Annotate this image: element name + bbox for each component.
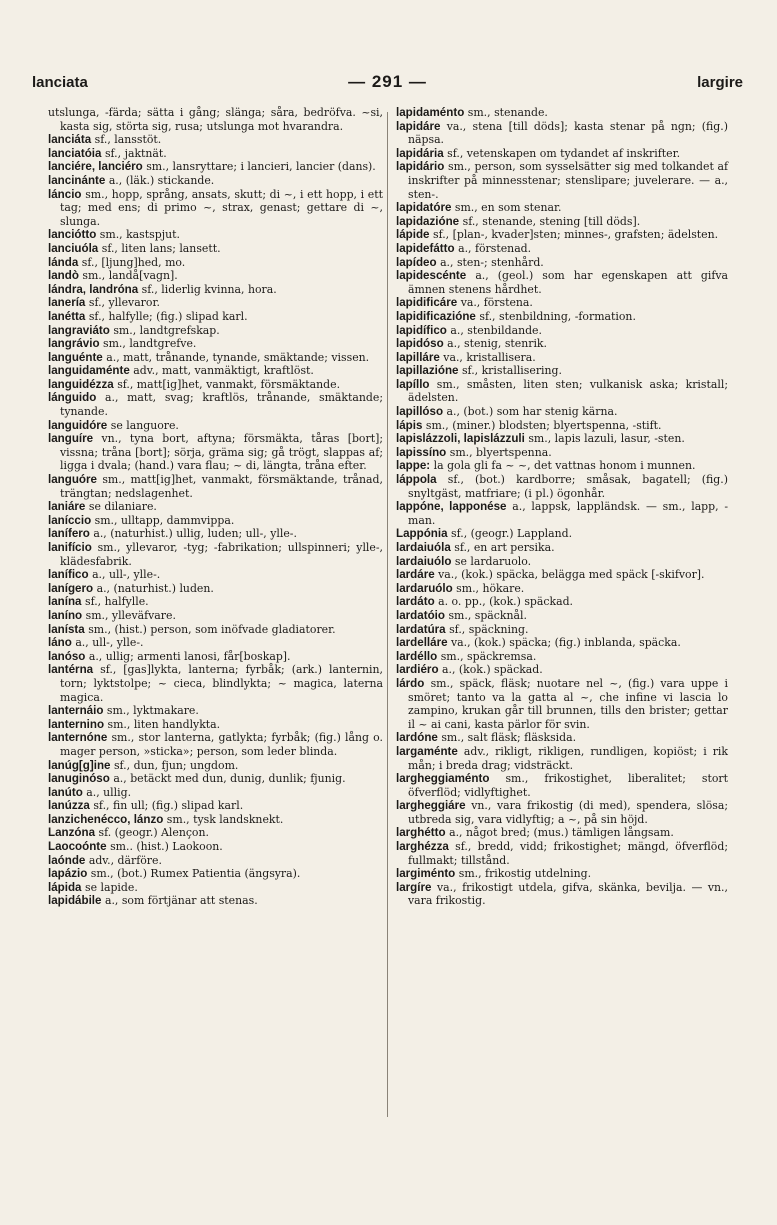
entry-definition: sm., salt fläsk; fläsksida.: [441, 731, 577, 745]
entry-definition: sm., lansryttare; i lancieri, lancier (dans).: [146, 160, 376, 174]
entry-definition: sm., ulltapp, dammvippa.: [94, 513, 235, 527]
dictionary-entry: [48, 772, 383, 786]
entry-headword: lapidária: [396, 146, 444, 160]
entry-definition: se lapide.: [84, 880, 138, 894]
entry-headword: laníno: [48, 608, 83, 622]
entry-definition: sf., bredd, vidd; frikostighet; mängd, öfverflöd; fullmakt; tillstånd.: [408, 840, 728, 867]
dictionary-entry: [396, 677, 728, 731]
dictionary-entry: [48, 718, 383, 732]
entry-definition: va., förstena.: [460, 296, 533, 310]
entry-definition: la gola gli fa ~ ~, det vattnas honom i munnen.: [433, 459, 696, 473]
entry-definition: utslunga, -färda; sätta i gång; slänga; såra, bedröfva. ~si, kasta sig, störta sig, rusa; utslunga mot hvarandra.: [48, 106, 383, 133]
entry-definition: a., stenig, stenrik.: [447, 337, 547, 351]
entry-definition: a., förstenad.: [458, 241, 532, 255]
entry-definition: sm., (bot.) Rumex Patientia (ängsyra).: [90, 867, 301, 881]
entry-definition: sf., jaktnät.: [104, 146, 167, 160]
entry-headword: lapidáre: [396, 119, 441, 133]
dictionary-entry: [396, 500, 728, 527]
dictionary-entry: [48, 663, 383, 704]
entry-headword: lardatóio: [396, 608, 445, 622]
dictionary-entry: [48, 636, 383, 650]
dictionary-entry: [48, 894, 383, 908]
entry-definition: sm., stor lanterna, gatlykta; fyrbåk; (fig.) lång o. mager person, »sticka»; person, som leder blinda.: [60, 731, 383, 758]
entry-headword: lanífico: [48, 568, 89, 582]
entry-definition: sm., tysk landsknekt.: [166, 812, 284, 826]
entry-definition: a., något bred; (mus.) tämligen långsam.: [449, 826, 674, 840]
entry-headword: láno: [48, 636, 72, 650]
dictionary-entry: [48, 188, 383, 229]
entry-definition: a., ull-, ylle-.: [75, 636, 144, 650]
entry-definition: va., (kok.) späcka; (fig.) inblanda, späcka.: [451, 636, 681, 650]
entry-headword: larghézza: [396, 840, 449, 854]
entry-headword: lárdo: [396, 676, 425, 690]
dictionary-entry: [48, 568, 383, 582]
entry-headword: laníccio: [48, 513, 92, 527]
dictionary-entry: [396, 799, 728, 826]
dictionary-entry: [396, 378, 728, 405]
entry-headword: lapillazióne: [396, 364, 459, 378]
dictionary-entry: [48, 106, 383, 133]
entry-definition: sm., lyktmakare.: [106, 704, 199, 718]
entry-headword: languíre: [48, 432, 94, 446]
dictionary-entry: [396, 106, 728, 120]
entry-headword: langrávio: [48, 337, 100, 351]
dictionary-entry: [48, 228, 383, 242]
entry-headword: lardaiuólo: [396, 554, 452, 568]
entry-definition: sm., kastspjut.: [99, 228, 180, 242]
entry-headword: lapidificazióne: [396, 309, 476, 323]
entry-definition: sf., (bot.) kardborre; småsak, bagatell; (fig.) snyltgäst, matfriare; (i pl.) ögonhår.: [408, 473, 728, 500]
entry-headword: lardiéro: [396, 663, 439, 677]
entry-definition: sf., liten lans; lansett.: [101, 241, 221, 255]
dictionary-entry: [48, 391, 383, 418]
entry-definition: sf., (geogr.) Lappland.: [451, 527, 573, 541]
entry-headword: lanúto: [48, 785, 83, 799]
entry-definition: sm., ylleväfvare.: [85, 608, 176, 622]
entry-definition: sm., späck, fläsk; nuotare nel ~, (fig.) vara uppe i smöret; tanto va la gatta al ~, che infine vi lascia lo zampino, krukan går till brunnen, tills den brister; gettar il ~ ai cani, kasta pärlor för svin.: [408, 676, 728, 731]
entry-headword: lanúg[g]ine: [48, 758, 111, 772]
entry-headword: largiménto: [396, 867, 456, 881]
entry-headword: lánguido: [48, 391, 97, 405]
dictionary-entry: [48, 595, 383, 609]
dictionary-entry: [396, 527, 728, 541]
dictionary-entry: [396, 201, 728, 215]
dictionary-entry: [48, 174, 383, 188]
entry-definition: sf., [plan-, kvader]sten; minnes-, grafsten; ädelsten.: [432, 228, 719, 242]
entry-headword: lardaruólo: [396, 581, 453, 595]
entry-definition: sf., en art persika.: [454, 541, 555, 554]
entry-definition: sm., liten handlykta.: [107, 717, 221, 731]
entry-headword: largaménte: [396, 744, 458, 758]
entry-headword: lantérna: [48, 663, 94, 677]
entry-headword: lapidazióne: [396, 214, 460, 228]
dictionary-entry: [48, 432, 383, 473]
entry-headword: lancinánte: [48, 173, 106, 187]
dictionary-entry: [396, 324, 728, 338]
dictionary-entry: [48, 840, 383, 854]
entry-headword: lapidóso: [396, 337, 444, 351]
entry-headword: laniáre: [48, 500, 86, 514]
entry-headword: lardóne: [396, 731, 438, 745]
entry-headword: lappe:: [396, 459, 431, 473]
entry-definition: a., sten-; stenhård.: [440, 255, 544, 269]
entry-headword: lanúzza: [48, 799, 90, 813]
entry-headword: larghétto: [396, 826, 446, 840]
dictionary-entry: [396, 242, 728, 256]
entry-headword: lapidescénte: [396, 269, 467, 283]
entry-headword: lanifício: [48, 541, 92, 554]
dictionary-entry: [396, 296, 728, 310]
entry-definition: sm.. (hist.) Laokoon.: [110, 840, 223, 854]
entry-definition: a., stenbildande.: [450, 323, 542, 337]
dictionary-entry: [396, 745, 728, 772]
entry-headword: lardáto: [396, 595, 435, 609]
page-number: — 291 —: [348, 72, 427, 91]
entry-headword: lapíllo: [396, 377, 430, 391]
entry-headword: largheggiáre: [396, 799, 466, 813]
entry-definition: vn., tyna bort, aftyna; försmäkta, tåras [bort]; vissna; tråna [bort]; sörja, gräma sig; gå trögt, slappas af; ligga i dvala; (hand.) vara flau; ~ di, längta, tråna efter.: [60, 432, 383, 473]
dictionary-entry: [396, 160, 728, 201]
dictionary-entry: [396, 228, 728, 242]
entry-definition: va., stena [till döds]; kasta stenar på ngn; (fig.) näpsa.: [408, 119, 728, 147]
entry-headword: lanciótto: [48, 228, 97, 242]
dictionary-entry: [48, 826, 383, 840]
dictionary-entry: [396, 419, 728, 433]
entry-headword: lanétta: [48, 309, 86, 323]
entry-definition: a., matt, svag; kraftlös, trånande, smäktande; tynande.: [60, 391, 383, 419]
dictionary-entry: [396, 623, 728, 637]
entry-definition: sf. (geogr.) Alençon.: [98, 826, 209, 840]
dictionary-entry: [396, 636, 728, 650]
entry-definition: sf., liderlig kvinna, hora.: [141, 282, 277, 296]
entry-definition: sf., kristallisering.: [461, 364, 562, 378]
dictionary-entry: [48, 582, 383, 596]
dictionary-entry: [48, 786, 383, 800]
entry-headword: lanería: [48, 296, 86, 310]
dictionary-entry: [396, 555, 728, 569]
entry-headword: lanciuóla: [48, 241, 99, 255]
entry-definition: sf., stenande, stening [till döds].: [462, 214, 641, 228]
dictionary-entry: [48, 759, 383, 773]
entry-definition: sf., stenbildning, -formation.: [479, 309, 636, 323]
entry-headword: lanóso: [48, 649, 86, 663]
dictionary-entry: [48, 364, 383, 378]
entry-definition: sm., yllevaror, -tyg; -fabrikation; ullspinneri; ylle-, klädesfabrik.: [60, 541, 383, 568]
left-column: [48, 106, 383, 908]
dictionary-entry: [396, 881, 728, 908]
entry-headword: largíre: [396, 880, 432, 894]
entry-definition: a., (kok.) späckad.: [442, 663, 543, 677]
dictionary-entry: [48, 731, 383, 758]
dictionary-entry: [48, 854, 383, 868]
entry-headword: lanuginóso: [48, 772, 110, 786]
dictionary-entry: [396, 120, 728, 147]
entry-definition: sm., person, som sysselsätter sig med tolkandet af inskrifter på minnesstenar; stenslipare; juvelerare. — a., sten-.: [408, 160, 729, 201]
entry-definition: a., ullig; armenti lanosi, får[boskap].: [88, 649, 291, 663]
entry-headword: langraviáto: [48, 323, 110, 337]
entry-headword: lardatúra: [396, 622, 446, 636]
dictionary-entry: [48, 378, 383, 392]
entry-headword: lanternáio: [48, 704, 104, 718]
entry-headword: lardéllo: [396, 649, 438, 663]
entry-definition: a., matt, trånande, tynande, smäktande; vissen.: [106, 350, 370, 364]
dictionary-entry: [396, 595, 728, 609]
entry-definition: sm., landtgrefve.: [103, 337, 197, 351]
dictionary-entry: [48, 133, 383, 147]
dictionary-entry: [48, 799, 383, 813]
entry-headword: lappóne, lapponése: [396, 500, 507, 514]
dictionary-entry: [396, 215, 728, 229]
dictionary-entry: [396, 609, 728, 623]
dictionary-entry: [48, 147, 383, 161]
entry-definition: a., (naturhist.) luden.: [96, 581, 214, 595]
entry-headword: lanína: [48, 595, 82, 609]
entry-definition: sf., yllevaror.: [88, 296, 160, 310]
dictionary-entry: [396, 310, 728, 324]
entry-headword: lapidaménto: [396, 106, 465, 119]
entry-headword: láppola: [396, 473, 437, 487]
header-first-word: lanciata: [32, 73, 88, 91]
entry-headword: languidaménte: [48, 364, 130, 378]
dictionary-entry: [396, 337, 728, 351]
dictionary-entry: [48, 514, 383, 528]
entry-headword: lardelláre: [396, 636, 448, 650]
dictionary-entry: [396, 256, 728, 270]
entry-headword: lardáre: [396, 568, 435, 582]
dictionary-entry: [396, 147, 728, 161]
entry-definition: vn., vara frikostig (di med), spendera, slösa; utbreda sig, vara vidlyftig; a ~, på sin höjd.: [408, 799, 728, 826]
entry-definition: sm., hopp, språng, ansats, skutt; di ~, i ett hopp, i ett tag; med ens; di primo ~, strax, genast; gettare di ~, slunga.: [60, 187, 384, 228]
dictionary-entry: [396, 541, 728, 555]
entry-headword: lánda: [48, 255, 79, 269]
entry-definition: sf., halfylle; (fig.) slipad karl.: [88, 309, 248, 323]
entry-headword: languóre: [48, 473, 97, 487]
dictionary-entry: [396, 650, 728, 664]
dictionary-entry: [48, 419, 383, 433]
dictionary-entry: [48, 310, 383, 324]
entry-definition: sf., [gas]lykta, lanterna; fyrbåk; (ark.) lanternin, torn; lyktstolpe; ~ cieca, blindlykta; ~ magica, laterna magica.: [60, 663, 383, 704]
entry-definition: sm., en som stenar.: [454, 201, 562, 215]
entry-headword: lanciére, lanciéro: [48, 160, 143, 174]
dictionary-entry: [48, 541, 383, 568]
entry-definition: sm., (miner.) blodsten; blyertspenna, -stift.: [425, 418, 662, 432]
entry-headword: languidézza: [48, 377, 114, 391]
entry-headword: lapázio: [48, 867, 88, 881]
dictionary-entry: [396, 772, 728, 799]
dictionary-entry: [48, 473, 383, 500]
entry-headword: lapilláre: [396, 350, 440, 364]
entry-definition: sm., landå[vagn].: [82, 269, 178, 283]
dictionary-entry: [396, 405, 728, 419]
dictionary-entry: [48, 867, 383, 881]
dictionary-entry: [48, 337, 383, 351]
dictionary-entry: [48, 500, 383, 514]
entry-headword: lanífero: [48, 527, 90, 541]
entry-definition: sm., småsten, liten sten; vulkanisk aska; kristall; ädelsten.: [408, 377, 728, 405]
entry-definition: se lardaruolo.: [454, 554, 532, 568]
entry-definition: sf., späckning.: [449, 622, 529, 636]
entry-headword: lapidefátto: [396, 241, 455, 255]
dictionary-entry: [48, 296, 383, 310]
entry-definition: sm., hökare.: [456, 581, 525, 595]
entry-headword: lardaiuóla: [396, 541, 451, 554]
dictionary-entry: [48, 527, 383, 541]
header-last-word: largire: [697, 73, 743, 91]
dictionary-entry: [396, 582, 728, 596]
dictionary-entry: [396, 364, 728, 378]
entry-headword: lapídeo: [396, 255, 437, 269]
entry-headword: lapissíno: [396, 445, 447, 459]
entry-headword: lápide: [396, 228, 430, 242]
dictionary-entry: [48, 160, 383, 174]
entry-definition: adv., rikligt, rikligen, rundligen, kopiöst; i rik mån; i breda drag; vidsträckt.: [408, 744, 728, 772]
dictionary-entry: [48, 269, 383, 283]
entry-definition: sm., landtgrefskap.: [113, 323, 220, 337]
dictionary-entry: [396, 663, 728, 677]
dictionary-entry: [48, 609, 383, 623]
entry-headword: lándra, landróna: [48, 282, 139, 296]
dictionary-entry: [48, 704, 383, 718]
entry-definition: se languore.: [110, 418, 179, 432]
entry-headword: lanciatóia: [48, 146, 102, 160]
entry-definition: va., frikostigt utdela, gifva, skänka, bevilja. — vn., vara frikostig.: [408, 880, 728, 908]
entry-headword: lapislázzoli, lapislázzuli: [396, 432, 525, 446]
dictionary-entry: [48, 813, 383, 827]
dictionary-entry: [396, 826, 728, 840]
entry-headword: lapidábile: [48, 894, 102, 908]
dictionary-entry: [396, 432, 728, 446]
entry-definition: a., (geol.) som har egenskapen att gifva ämnen stenens hårdhet.: [408, 269, 729, 296]
entry-headword: lapidatóre: [396, 201, 452, 215]
entry-headword: lanternóne: [48, 731, 108, 745]
entry-headword: lanígero: [48, 581, 94, 595]
entry-definition: sf., halfylle.: [84, 595, 149, 609]
dictionary-entry: [396, 446, 728, 460]
dictionary-entry: [396, 731, 728, 745]
entry-definition: sm., stenande.: [467, 106, 548, 119]
dictionary-entry: [48, 351, 383, 365]
dictionary-entry: [396, 867, 728, 881]
entry-definition: sf., [ljung]hed, mo.: [81, 255, 186, 269]
entry-definition: sf., dun, fjun; ungdom.: [113, 758, 239, 772]
entry-definition: sm., lapis lazuli, lasur, -sten.: [528, 432, 685, 446]
page-header: [32, 70, 743, 94]
entry-definition: a., som förtjänar att stenas.: [104, 894, 258, 908]
entry-headword: languénte: [48, 350, 103, 364]
entry-definition: sf., matt[ig]het, vanmakt, försmäktande.: [117, 377, 341, 391]
entry-definition: sm., frikostig utdelning.: [458, 867, 592, 881]
entry-headword: largheggiaménto: [396, 772, 490, 786]
entry-definition: a., ull-, ylle-.: [92, 568, 161, 582]
entry-definition: va., kristallisera.: [443, 350, 536, 364]
entry-definition: sf., lansstöt.: [94, 133, 162, 147]
dictionary-entry: [48, 256, 383, 270]
dictionary-entry: [48, 881, 383, 895]
dictionary-entry: [48, 324, 383, 338]
entry-headword: lapidário: [396, 160, 445, 174]
dictionary-entry: [396, 459, 728, 473]
entry-headword: lanzichenécco, lánzo: [48, 812, 164, 826]
entry-definition: sm., matt[ig]het, vanmakt, försmäktande, trånad, trängtan; nedslagenhet.: [60, 473, 383, 500]
column-divider: [387, 112, 388, 1117]
dictionary-entry: [48, 623, 383, 637]
entry-definition: a., betäckt med dun, dunig, dunlik; fjunig.: [113, 772, 346, 786]
entry-headword: Lappónia: [396, 527, 448, 541]
dictionary-entry: [396, 269, 728, 296]
entry-definition: sm., (hist.) person, som inöfvade gladiatorer.: [88, 622, 336, 636]
entry-definition: adv., därföre.: [88, 853, 162, 867]
dictionary-entry: [396, 568, 728, 582]
entry-definition: sf., fin ull; (fig.) slipad karl.: [93, 799, 244, 813]
entry-definition: sf., vetenskapen om tydandet af inskrifter.: [447, 146, 681, 160]
entry-definition: va., (kok.) späcka, belägga med späck [-skifvor].: [438, 568, 705, 582]
entry-definition: sm., späcknål.: [448, 608, 527, 622]
entry-definition: se dilaniare.: [88, 500, 157, 514]
entry-headword: lapidífico: [396, 323, 447, 337]
entry-headword: lanciáta: [48, 133, 92, 147]
dictionary-entry: [396, 473, 728, 500]
entry-headword: lanísta: [48, 622, 85, 636]
entry-definition: a. o. pp., (kok.) späckad.: [438, 595, 574, 609]
entry-headword: lapillóso: [396, 405, 444, 419]
entry-definition: a., (läk.) stickande.: [108, 173, 215, 187]
entry-headword: landò: [48, 269, 79, 283]
dictionary-entry: [48, 283, 383, 297]
entry-headword: lapidificáre: [396, 296, 458, 310]
entry-headword: Lanzóna: [48, 826, 96, 840]
entry-definition: a., (naturhist.) ullig, luden; ull-, ylle-.: [93, 527, 297, 541]
entry-definition: sm., späckremsa.: [440, 649, 537, 663]
entry-headword: lanternino: [48, 717, 105, 731]
dictionary-entry: [48, 242, 383, 256]
entry-headword: languidóre: [48, 418, 108, 432]
entry-headword: Laocoónte: [48, 840, 107, 854]
dictionary-entry: [396, 840, 728, 867]
entry-definition: sm., blyertspenna.: [449, 445, 552, 459]
entry-definition: sm., frikostighet, liberalitet; stort öfverflöd; vidlyftighet.: [408, 772, 728, 799]
entry-definition: a., (bot.) som har stenig kärna.: [446, 405, 618, 419]
entry-definition: adv., matt, vanmäktigt, kraftlöst.: [133, 364, 314, 378]
dictionary-entry: [48, 650, 383, 664]
dictionary-entry: [396, 351, 728, 365]
entry-headword: lápis: [396, 418, 423, 432]
entry-definition: a., lappsk, lappländsk. — sm., lapp, -man.: [408, 500, 729, 527]
entry-headword: lápida: [48, 880, 82, 894]
right-column: [396, 106, 728, 908]
entry-headword: láncio: [48, 187, 82, 201]
entry-headword: laónde: [48, 853, 86, 867]
entry-definition: a., ullig.: [86, 785, 132, 799]
